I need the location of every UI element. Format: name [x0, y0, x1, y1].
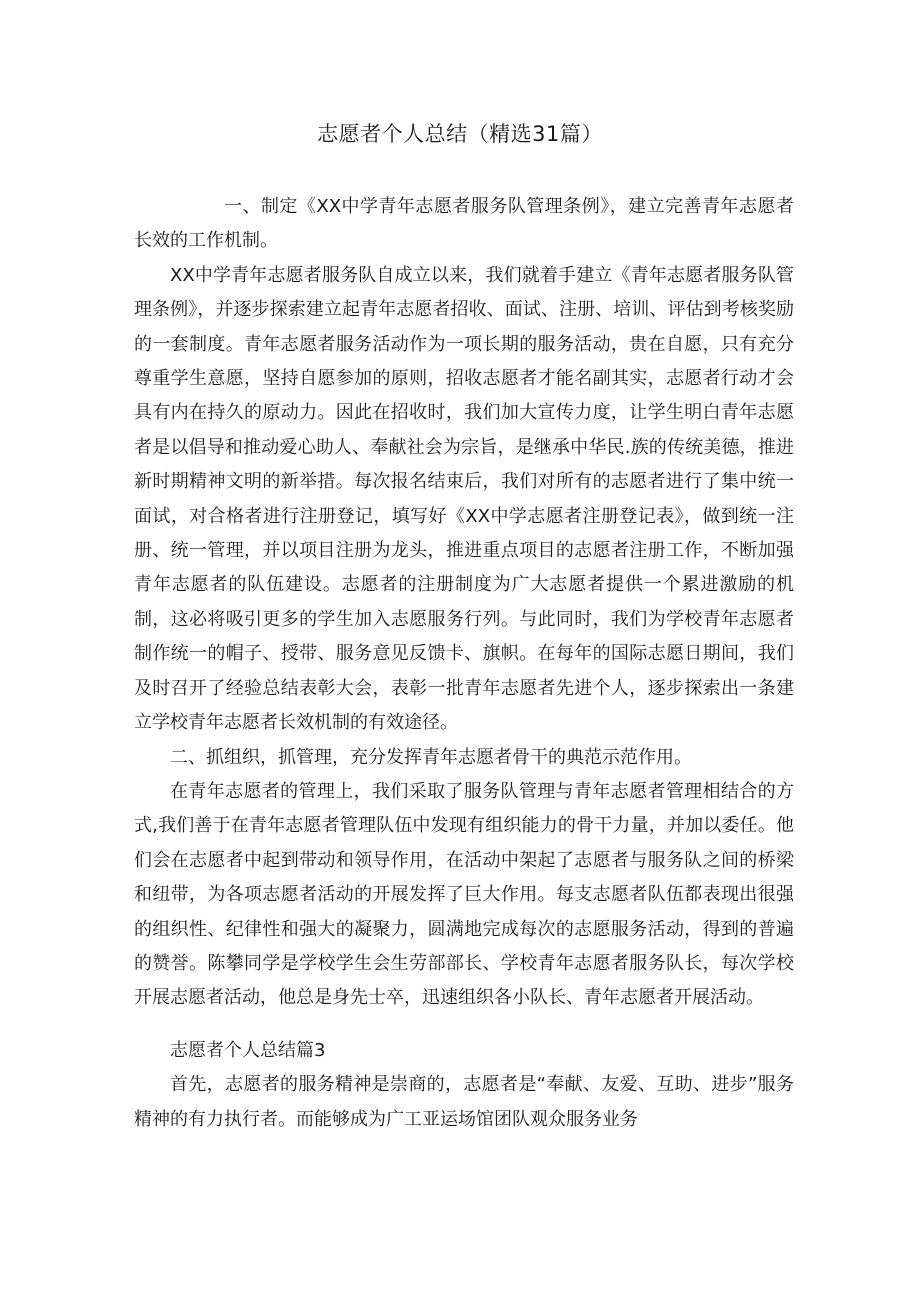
document-title: 志愿者个人总结（精选31篇） [317, 122, 603, 146]
paragraph-part-three-body: 首先，志愿者的服务精神是崇商的，志愿者是“奉献、友爱、互助、进步”服务精神的有力执行者。而能够成为广工亚运场馆团队观众服务业务 [134, 1074, 794, 1130]
paragraph-part-three-heading: 志愿者个人总结篇3 [170, 1039, 326, 1061]
paragraph-section-one-heading: 一、制定《XX中学青年志愿者服务队管理条例》，建立完善青年志愿者长效的工作机制。 [134, 196, 794, 252]
paragraph-section-two-heading: 二、抓组织，抓管理，充分发挥青年志愿者骨干的典范示范作用。 [170, 746, 692, 768]
paragraph-section-two-body: 在青年志愿者的管理上，我们采取了服务队管理与青年志愿者管理相结合的方式,我们善于在青年志愿者管理队伍中发现有组织能力的骨干力量，并加以委任。他们会在志愿者中起到带动和领导作用，在活动中架起了志愿者与服务队之间的桥梁和纽带，为各项志愿者活动的开展发挥了巨大作用。每支志愿者队伍都表现出很强的组织性、纪律性和强大的凝聚力，圆满地完成每次的志愿服务活动，得到的普遍的赞誉。陈攀同学是学校学生会生劳部部长、学校青年志愿者服务队长，每次学校开展志愿者活动，他总是身先士卒，迅速组织各小队长、青年志愿者开展活动。 [134, 780, 794, 1009]
document-body [134, 190, 794, 1137]
paragraph-section-one-body: XX中学青年志愿者服务队自成立以来，我们就着手建立《青年志愿者服务队管理条例》，并逐步探索建立起青年志愿者招收、面试、注册、培训、评估到考核奖励的一套制度。青年志愿者服务活动作为一项长期的服务活动，贵在自愿，只有充分尊重学生意愿，坚持自愿参加的原则，招收志愿者才能名副其实，志愿者行动才会具有内在持久的原动力。因此在招收时，我们加大宣传力度，让学生明白青年志愿者是以倡导和推动爱心助人、奉献社会为宗旨，是继承中华民.族的传统美德，推进新时期精神文明的新举措。每次报名结束后，我们对所有的志愿者进行了集中统一面试，对合格者进行注册登记，填写好《XX中学志愿者注册登记表》，做到统一注册、统一管理，并以项目注册为龙头，推进重点项目的志愿者注册工作，不断加强青年志愿者的队伍建设。志愿者的注册制度为广大志愿者提供一个累进激励的机制，这必将吸引更多的学生加入志愿服务行列。与此同时，我们为学校青年志愿者制作统一的帽子、授带、服务意见反馈卡、旗帜。在每年的国际志愿日期间，我们及时召开了经验总结表彰大会，表彰一批青年志愿者先进个人，逐步探索出一条建立学校青年志愿者长效机制的有效途径。 [134, 264, 794, 734]
